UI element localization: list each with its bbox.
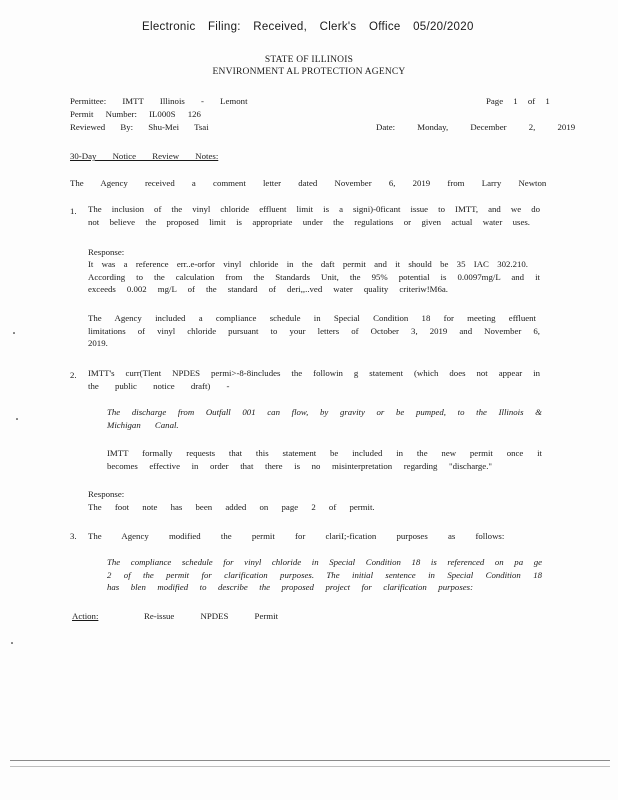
item-2-quote [107,406,542,431]
item-1-number: 1. [70,206,77,216]
quote-line: has blen modified to describe the proposed project for clarification purposes: [107,582,473,593]
item-3-text: The Agency modified the permit for clariI;-fication purposes as follows: [88,531,505,541]
quote-line: Michigan Canal. [107,419,179,430]
filing-stamp: Electronic Filing: Received, Clerk's Office 05/20/2020 [142,21,474,33]
quote-line: The compliance schedule for vinyl chloride in Special Condition 18 is referenced on pa ge [107,557,542,567]
response-line: The Agency included a compliance schedule in Special Condition 18 for meeting effluent [88,313,536,323]
item-2-number: 2. [70,370,77,380]
item-1-response-2 [88,312,540,350]
item-2-line: the public notice draft) - [88,380,230,391]
state-header: STATE OF ILLINOIS [264,55,354,65]
agency-header: ENVIRONMENT AL PROTECTION AGENCY [212,67,406,77]
action-label: Action: [72,611,99,621]
item-1-text [88,203,540,228]
item-1-response-label: Response: [88,247,125,257]
scan-speck [16,418,18,420]
page-number: Page 1 of 1 [486,96,550,106]
scan-speck [13,332,15,334]
item-2-text [88,367,540,392]
scan-speck [11,642,13,644]
item-2-response-label: Response: [88,489,125,499]
response-line: 2019. [88,338,108,349]
item-1-line: not believe the proposed limit is appropriate under the regulations or given actual water uses. [88,216,530,227]
item-2-line: IMTT's curr(Tlent NPDES permi>-8-8includes the followin g statement (which does not appear in [88,368,540,378]
item-2-request [107,447,542,472]
request-line: IMTT formally requests that this statement be included in the new permit once it [107,448,542,458]
response-line: limitations of vinyl chloride pursuant to your letters of October 3, 2019 and November 6, [88,325,540,336]
permit-number-line: Permit Number: IL000S 126 [70,109,201,119]
item-3-quote [107,556,542,594]
response-line: According to the calculation from the Standards Unit, the 95% potential is 0.0097mg/L and it [88,271,540,282]
permittee-line: Permittee: IMTT Illinois - Lemont [70,96,248,106]
reviewed-by-line: Reviewed By: Shu-Mei Tsai [70,122,209,132]
scan-edge-line [10,760,610,761]
item-2-response: The foot note has been added on page 2 of permit. [88,502,375,512]
request-line: becomes effective in order that there is no misinterpretation regarding "discharge." [107,460,492,471]
response-line: exceeds 0.002 mg/L of the standard of deri,,..ved water quality criteriw!M6a. [88,284,448,295]
response-line: It was a reference err..e-orfor vinyl chloride in the daft permit and it should be 35 IAC 302.210. [88,259,528,269]
scan-edge-line [10,766,610,767]
quote-line: The discharge from Outfall 001 can flow, by gravity or be pumped, to the Illinois & [107,407,542,417]
item-1-response [88,258,540,296]
item-3-number: 3. [70,531,77,541]
quote-line: 2 of the permit for clarification purposes. The initial sentence in Special Condition 18 [107,569,542,580]
review-date: Date: Monday, December 2, 2019 [376,122,576,132]
notice-title: 30-Day Notice Review Notes: [70,151,219,161]
intro-paragraph: The Agency received a comment letter dated November 6, 2019 from Larry Newton [70,178,547,188]
action-value: Re-issue NPDES Permit [144,611,279,621]
item-1-line: The inclusion of the vinyl chloride effluent limit is a signi)-0ficant issue to IMTT, and we do [88,204,540,214]
